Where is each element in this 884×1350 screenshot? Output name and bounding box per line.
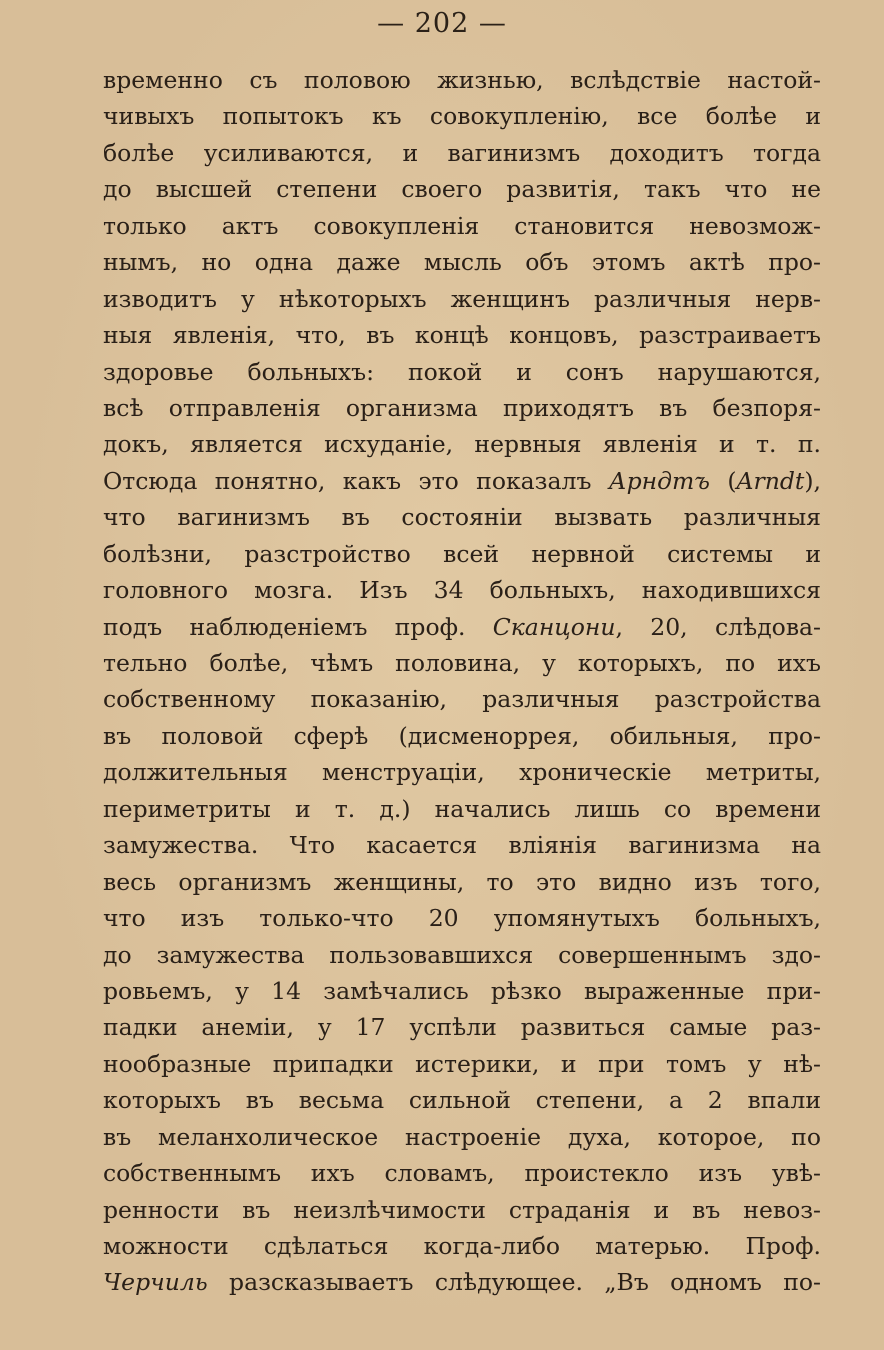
text-run: падки анеміи, у 17 успѣли развиться самые раз-: [103, 1013, 821, 1042]
text-run: нымъ, но одна даже мысль объ этомъ актѣ про-: [103, 248, 821, 277]
text-line: [103, 426, 821, 462]
text-run: собственному показанію, различныя разстройства: [103, 685, 821, 714]
text-run: до замужества пользовавшихся совершеннымъ здо-: [103, 940, 821, 969]
italic-name: Арндтъ: [608, 466, 710, 495]
text-run: что изъ только-что 20 упомянутыхъ больныхъ,: [103, 904, 821, 933]
text-line: [103, 208, 821, 244]
text-run: разсказываетъ слѣдующее. „Въ одномъ по-: [207, 1268, 821, 1297]
text-run: (: [709, 466, 737, 495]
text-run: должительныя менструаціи, хроническіе метриты,: [103, 758, 821, 787]
text-line: [103, 244, 821, 280]
text-line: [103, 62, 821, 98]
text-run: изводитъ у нѣкоторыхъ женщинъ различныя нерв-: [103, 284, 821, 313]
text-line: [103, 1155, 821, 1191]
text-run: , 20, слѣдова-: [615, 612, 821, 641]
text-line: [103, 281, 821, 317]
text-line: [103, 754, 821, 790]
text-run: что вагинизмъ въ состояніи вызвать различныя: [103, 503, 821, 532]
text-run: собственнымъ ихъ словамъ, проистекло изъ увѣ-: [103, 1159, 821, 1188]
page-number: — 202 —: [377, 8, 507, 39]
text-line: [103, 681, 821, 717]
text-line: [103, 1228, 821, 1264]
text-line: [103, 900, 821, 936]
text-line: [103, 791, 821, 827]
text-line: [103, 1264, 821, 1300]
text-line: [103, 354, 821, 390]
italic-name: Arndt: [736, 466, 805, 495]
text-run: весь организмъ женщины, то это видно изъ того,: [103, 867, 821, 896]
text-run: до высшей степени своего развитія, такъ что не: [103, 175, 821, 204]
text-line: [103, 973, 821, 1009]
text-run: можности сдѣлаться когда-либо матерью. Проф.: [103, 1232, 821, 1260]
text-run: ),: [804, 466, 821, 495]
italic-name: Черчиль: [103, 1268, 208, 1297]
text-run: Отсюда понятно, какъ это показалъ: [103, 466, 609, 495]
text-line: [103, 937, 821, 973]
text-line: [103, 1082, 821, 1118]
text-line: [103, 317, 821, 353]
text-run: замужества. Что касается вліянія вагинизма на: [103, 831, 821, 860]
text-run: въ меланхолическое настроеніе духа, которое, по: [103, 1122, 821, 1151]
text-line: [103, 171, 821, 207]
text-line: [103, 135, 821, 171]
text-line: [103, 864, 821, 900]
text-run: болѣе усиливаются, и вагинизмъ доходитъ тогда: [103, 138, 821, 167]
body-text: [103, 62, 821, 1301]
text-line: [103, 645, 821, 681]
text-line: [103, 499, 821, 535]
text-run: ренности въ неизлѣчимости страданія и въ невоз-: [103, 1195, 821, 1224]
text-line: [103, 536, 821, 572]
text-line: [103, 609, 821, 645]
text-line: [103, 1009, 821, 1045]
text-run: периметриты и т. д.) начались лишь со времени: [103, 794, 821, 823]
text-run: головного мозга. Изъ 34 больныхъ, находившихся: [103, 576, 821, 605]
text-run: всѣ отправленія организма приходятъ въ безпоря-: [103, 393, 821, 422]
text-run: временно съ половою жизнью, вслѣдствіе настой-: [103, 66, 821, 94]
italic-name: Сканцони: [492, 612, 616, 641]
text-run: подъ наблюденіемъ проф.: [103, 612, 493, 641]
text-run: здоровье больныхъ: покой и сонъ нарушаются,: [103, 357, 821, 386]
text-run: которыхъ въ весьма сильной степени, а 2 впали: [103, 1086, 821, 1115]
text-run: въ половой сферѣ (дисменоррея, обильныя, про-: [103, 721, 821, 750]
text-line: [103, 1046, 821, 1082]
text-run: чивыхъ попытокъ къ совокупленію, все болѣе и: [103, 102, 821, 131]
text-run: ныя явленія, что, въ концѣ концовъ, разстраиваетъ: [103, 321, 821, 350]
text-line: [103, 572, 821, 608]
text-line: [103, 827, 821, 863]
text-line: [103, 463, 821, 499]
text-line: [103, 390, 821, 426]
text-run: только актъ совокупленія становится невозмож-: [103, 211, 821, 240]
text-line: [103, 1192, 821, 1228]
text-run: докъ, является исхуданіе, нервныя явленія и т. п.: [103, 430, 821, 459]
text-line: [103, 1119, 821, 1155]
text-run: тельно болѣе, чѣмъ половина, у которыхъ, по ихъ: [103, 649, 821, 677]
text-run: ровьемъ, у 14 замѣчались рѣзко выраженные при-: [103, 976, 821, 1005]
text-run: болѣзни, разстройство всей нервной системы и: [103, 539, 821, 568]
text-run: нообразные припадки истерики, и при томъ у нѣ-: [103, 1049, 821, 1078]
text-line: [103, 98, 821, 134]
text-line: [103, 718, 821, 754]
